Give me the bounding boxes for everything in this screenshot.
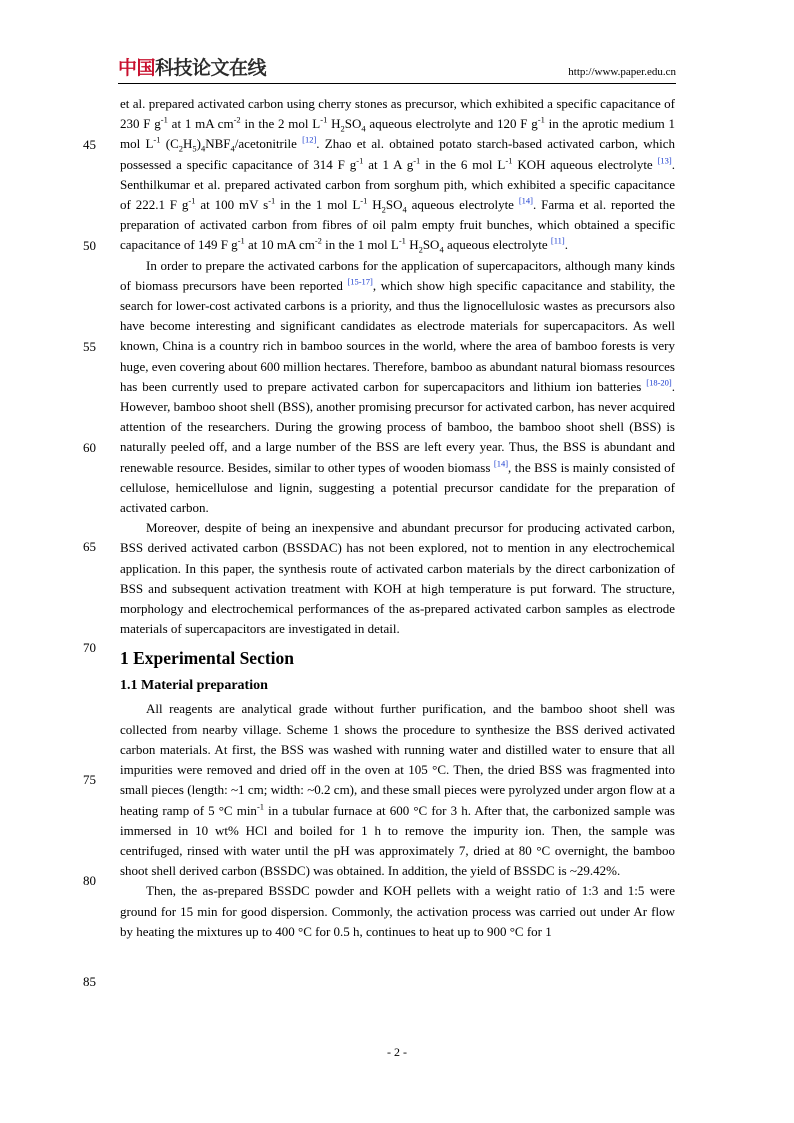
citation-link[interactable]: [12] [302,135,317,146]
chinapaper-logo [118,56,266,80]
citation-link[interactable]: [13] [657,155,672,166]
paragraph-4: All reagents are analytical grade without further purification, and the bamboo shoot shell was collected from nearby village. Scheme 1 shows the procedure to synthesize the BSS derived activated carbon materials. At first, the BSS was washed with running water and distilled water to ensure that all impurities were removed and dried off in the oven at 105 °C. Then, the dried BSS was fragmented into small pieces (length: ~1 cm; width: ~0.2 cm), and these small pieces were pyrolyzed under argon flow at a heating ramp of 5 °C $\min^{-1}$ in a tubular furnace at 600 °C for 3 h. After that, the carbonized sample was immersed in 10 wt% HCl and boiled for 1 h to remove the impurity ion. Then, the sample was centrifuged, rinsed with water until the pH was approximately 7, dried at 80 °C overnight, the bamboo shoot shell derived carbon (BSSDC) was obtained. In addition, the yield of BSSDC is ~29.42%. [120,701,675,879]
line-number-60: 60 [83,440,96,455]
paragraph-2: In order to prepare the activated carbons for the application of supercapacitors, although many kinds of biomass precursors have been reported [15-17], which show high specific capacitance and stability, the search for lower-cost activated carbons is a priority, and thus the lignocellulosic wastes as precursors also have become interesting and significant candidates as electrode materials for supercapacitors. As well known, China is a country rich in bamboo sources in the world, where the area of bamboo forests is very huge, even covering about 600 million hectares. Therefore, bamboo as abundant natural biomass resources has been currently used to prepare activated carbon for supercapacitors and lithium ion batteries [18-20]. However, bamboo shoot shell (BSS), another promising precursor for activated carbon, has never acquired attention of the researchers. During the growing process of bamboo, the bamboo shoot shell (BSS) is naturally peeled off, and a large number of the BSS are left every year. Thus, the BSS is abundant and renewable resource. Besides, similar to other types of wooden biomass [14], the BSS is mainly consisted of cellulose, hemicellulose and lignin, suggesting a potential precursor candidate for the preparation of activated carbon. [120,257,675,516]
citation-link[interactable]: [18-20] [646,377,672,388]
citation-link[interactable]: [11] [550,236,565,247]
paper-body [120,94,675,942]
header-url-link[interactable]: http://www.paper.edu.cn [568,66,676,78]
citation-link[interactable]: [15-17] [347,276,373,287]
logo-prefix: 中国 [118,57,156,79]
citation-link[interactable]: [14] [493,458,509,469]
line-number-85: 85 [83,974,96,989]
line-number-50: 50 [83,238,96,253]
section-heading: 1 Experimental Section [120,648,295,669]
header-rule [118,83,676,84]
paragraph-5: Then, the as-prepared BSSDC powder and KOH pellets with a weight ratio of 1:3 and 1:5 were ground for 15 min for good dispersion. Commonly, the activation process was carried out under Ar flow by heating the mixtures up to 400 °C for 0.5 h, continues to heat up to 900 °C for 1 [120,883,675,939]
line-number-75: 75 [83,772,96,787]
line-number-65: 65 [83,539,96,554]
line-number-55: 55 [83,339,96,354]
line-number-45: 45 [83,137,96,152]
page-header [118,56,676,82]
paragraph-1: et al. prepared activated carbon using cherry stones as precursor, which exhibited a specific capacitance of 230 F $g^{-1}$ at 1 mA $cm^{-2}$ in the 2 mol $L^{-1}$ $H_2SO_4$ aqueous electrolyte and 120 F $g^{-1}$ in the aprotic medium 1 mol $L^{-1}$ $(C_2H_5)_4NBF_4$/acetonitrile [12]. Zhao et al. obtained potato starch-based activated carbon, which possessed a specific capacitance of 314 F $g^{-1}$ at 1 A $g^{-1}$ in the 6 mol $L^{-1}$ KOH aqueous electrolyte [13]. Senthilkumar et al. prepared activated carbon from sorghum pith, which exhibited a specific capacitance of 222.1 F $g^{-1}$ at 100 mV $s^{-1}$ in the 1 mol $L^{-1}$ $H_2SO_4$ aqueous electrolyte [14]. Farma et al. reported the preparation of activated carbon from fibres of oil palm empty fruit bunches, which obtained a specific capacitance of 149 F $g^{-1}$ at 10 mA $cm^{-2}$ in the 1 mol $L^{-1}$ $H_2SO_4$ aqueous electrolyte [11]. [120,96,675,256]
line-number-80: 80 [83,873,96,888]
logo-text: 科技论文在线 [155,57,267,79]
page-number: - 2 - [387,1045,407,1059]
citation-link[interactable]: [14] [518,195,533,206]
paragraph-3: Moreover, despite of being an inexpensive and abundant precursor for producing activated carbon, BSS derived activated carbon (BSSDAC) has not been explored, not to mention in any electrochemical application. In this paper, the synthesis route of activated carbon materials by the direct carbonization of BSS and subsequent activation treatment with KOH at high temperature is put forward. The structure, morphology and electrochemical performances of the as-prepared activated carbon samples as electrode materials of supercapacitors are investigated in detail. [120,520,675,637]
subsection-heading: 1.1 Material preparation [120,678,268,694]
line-number-70: 70 [83,640,96,655]
